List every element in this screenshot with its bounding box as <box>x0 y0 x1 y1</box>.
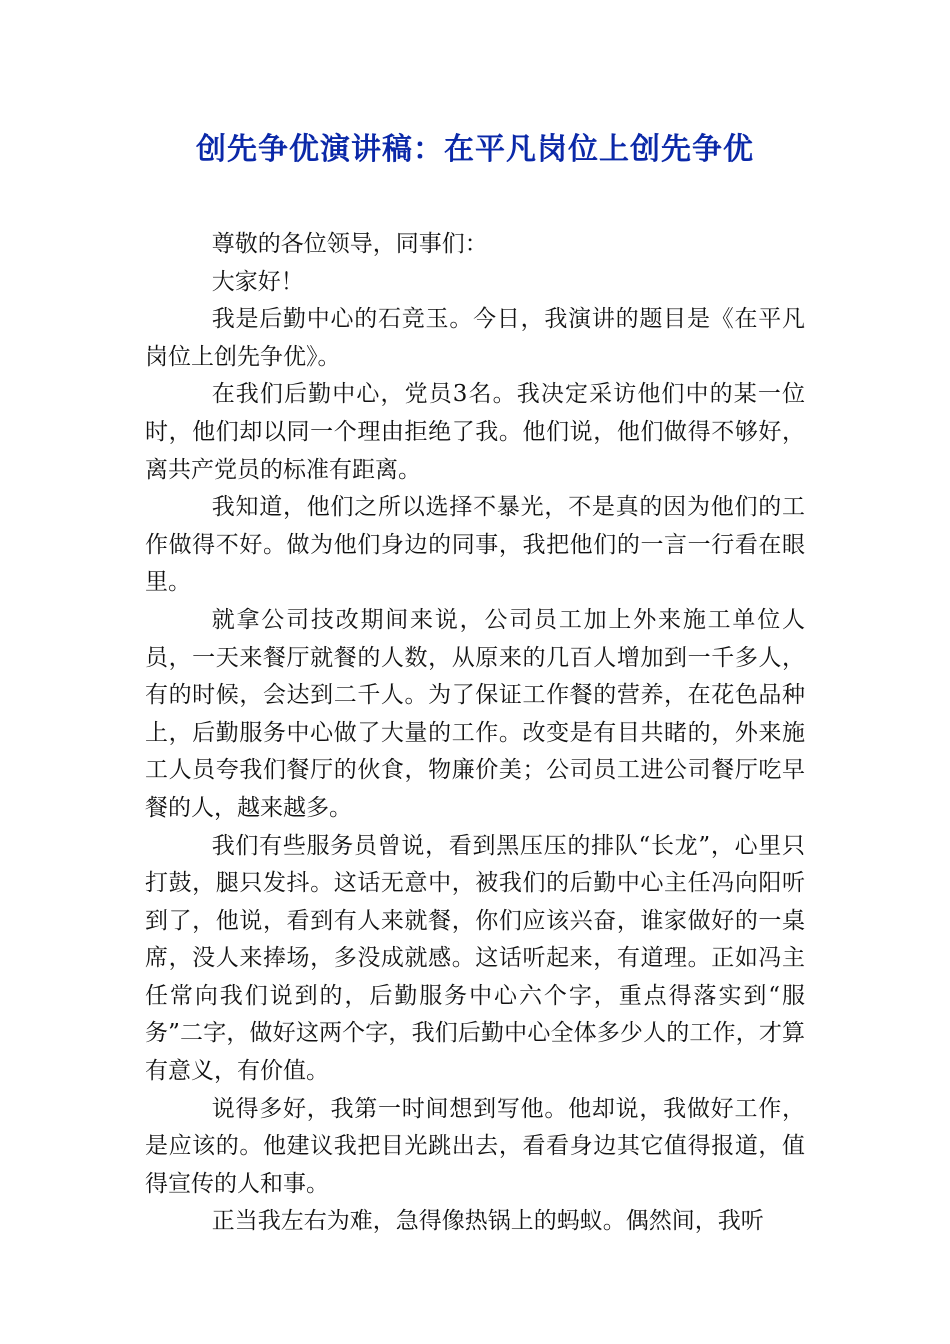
paragraph-dilemma: 正当我左右为难，急得像热锅上的蚂蚁。偶然间，我听 <box>211 1208 764 1235</box>
document-title: 创先争优演讲稿：在平凡岗位上创先争优 <box>196 132 754 167</box>
paragraph-intro: 我是后勤中心的石竞玉。今日，我演讲的题目是《在平凡岗位上创先争优》。 <box>145 306 805 370</box>
paragraph-observation: 我知道，他们之所以选择不暴光，不是真的因为他们的工作做得不好。做为他们身边的同事，我把他们的一言一行看在眼里。 <box>145 494 805 596</box>
paragraph-service: 我们有些服务员曾说，看到黑压压的排队“长龙”，心里只打鼓，腿只发抖。这话无意中，被我们的后勤中心主任冯向阳听到了，他说，看到有人来就餐，你们应该兴奋，谁家做好的一桌席，没人来捧场，多没成就感。这话听起来，有道理。正如冯主任常向我们说到的，后勤服务中心六个字，重点得落实到“服务”二字，做好这两个字，我们后勤中心全体多少人的工作，才算有意义，有价值。 <box>145 832 805 1085</box>
paragraph-greeting: 尊敬的各位领导，同事们： <box>211 231 488 257</box>
paragraph-hello: 大家好！ <box>211 268 304 295</box>
paragraph-canteen: 就拿公司技改期间来说，公司员工加上外来施工单位人员，一天来餐厅就餐的人数，从原来的几百人增加到一千多人，有的时候，会达到二千人。为了保证工作餐的营养，在花色品种上，后勤服务中心做了大量的工作。改变是有目共睹的，外来施工人员夸我们餐厅的伙食，物廉价美；公司员工进公司餐厅吃早餐的人，越来越多。 <box>145 606 805 821</box>
paragraph-party-members: 在我们后勤中心，党员3名。我决定采访他们中的某一位时，他们却以同一个理由拒绝了我。他们说，他们做得不够好，离共产党员的标准有距离。 <box>145 381 805 483</box>
paragraph-suggestion: 说得多好，我第一时间想到写他。他却说，我做好工作，是应该的。他建议我把目光跳出去，看看身边其它值得报道，值得宣传的人和事。 <box>145 1095 805 1197</box>
document-body <box>145 226 805 1241</box>
